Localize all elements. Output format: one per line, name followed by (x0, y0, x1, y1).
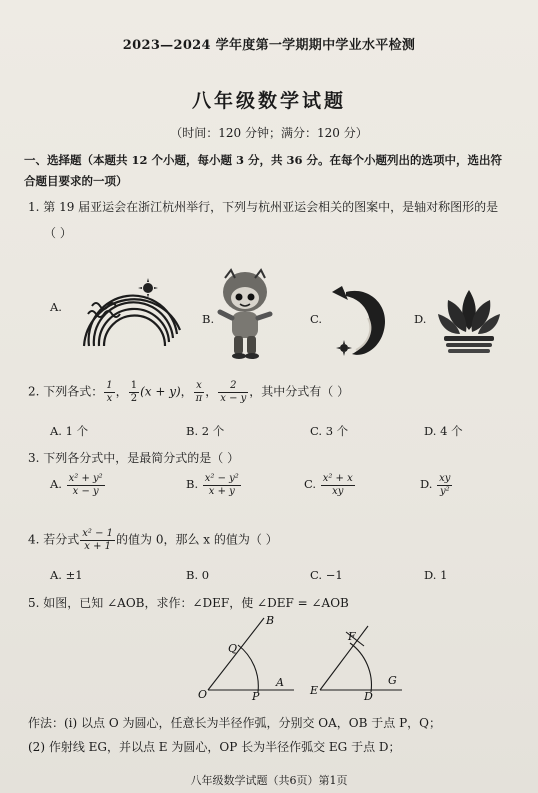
question-suffix: 的值为 0，那么 x 的值为（ ） (116, 532, 278, 547)
label-b: B (266, 614, 275, 627)
lotus-flower-icon (436, 286, 502, 358)
section-heading-cont: 合题目要求的一项） (24, 174, 128, 188)
q1-option-c-label: C. (310, 312, 323, 326)
fraction (104, 380, 114, 404)
q5-method-step-2: (2) 作射线 EG，并以点 E 为圆心，OP 长为半径作弧交 EG 于点 D； (28, 740, 401, 754)
denominator: π (195, 392, 203, 404)
q1-option-a-label: A. (50, 300, 62, 314)
label-g: G (388, 674, 397, 687)
question-text: 若分式 (43, 532, 80, 547)
numerator: x (194, 380, 205, 393)
q2-option-d: D. 4 个 (424, 424, 463, 438)
rainbow-sun-emblem-icon (78, 276, 188, 355)
question-1-answer-bracket: （ ） (44, 226, 72, 240)
question-4 (28, 528, 278, 552)
numerator: x² + x (322, 473, 353, 484)
denominator: y² (439, 485, 450, 497)
option-label: A. (50, 477, 62, 491)
question-1 (28, 198, 498, 215)
label-q: Q (228, 642, 238, 655)
q3-option-c (304, 473, 356, 497)
question-number: 1. (28, 200, 40, 214)
page-footer: 八年级数学试题（共6页）第1页 (190, 774, 348, 787)
denominator: 2 (130, 392, 138, 404)
question-number: 5. (28, 596, 40, 610)
question-text: 下列各式： (43, 384, 104, 399)
question-number: 3. (28, 451, 40, 465)
q4-option-c: C. −1 (310, 568, 343, 582)
option-label: C. (304, 477, 317, 491)
q3-option-d (420, 473, 453, 497)
fraction (80, 528, 115, 552)
numerator: 1 (106, 380, 113, 391)
exam-meta: （时间：120 分钟；满分：120 分） (170, 126, 368, 140)
label-a: A (276, 676, 284, 689)
separator: ， (205, 384, 218, 399)
fraction (129, 380, 139, 404)
label-d: D (364, 690, 373, 703)
label-f: F (348, 630, 356, 643)
fraction (321, 473, 355, 497)
label-p: P (252, 690, 260, 703)
fraction (67, 473, 105, 497)
option-label: B. (186, 477, 199, 491)
q2-option-c: C. 3 个 (310, 424, 349, 438)
question-text: 下列各分式中，是最简分式的是（ ） (43, 451, 240, 465)
q4-option-a: A. ±1 (50, 568, 83, 582)
expression: (x + y) (140, 384, 181, 399)
label-o: O (198, 688, 208, 701)
q2-option-a: A. 1 个 (50, 424, 89, 438)
denominator: x + 1 (84, 540, 112, 552)
fraction (194, 380, 205, 404)
fraction (203, 473, 241, 497)
question-suffix: ，其中分式有（ ） (249, 384, 350, 399)
denominator: x + y (208, 485, 235, 497)
question-number: 4. (28, 532, 40, 547)
question-3 (28, 449, 239, 466)
exam-header-line: 2023—2024 学年度第一学期期中学业水平检测 (122, 38, 416, 53)
dolphin-arc-icon (328, 270, 400, 366)
numerator: x² + y² (68, 473, 103, 484)
separator: ， (180, 384, 193, 399)
denominator: x (106, 392, 113, 404)
page-title: 八年级数学试题 (191, 90, 346, 112)
angle-construction-figure (196, 614, 416, 708)
denominator: x − y (220, 392, 247, 404)
numerator: x² − 1 (82, 528, 114, 539)
question-2 (28, 380, 349, 404)
q5-method-step-1: 作法：(ⅰ) 以点 O 为圆心，任意长为半径作弧，分别交 OA，OB 于点 P，Q； (28, 716, 442, 730)
fraction (218, 380, 248, 404)
numerator: x² − y² (204, 473, 239, 484)
numerator: xy (439, 473, 451, 484)
question-text: 如图，已知 ∠AOB，求作：∠DEF，使 ∠DEF = ∠AOB (43, 596, 349, 610)
label-e: E (310, 684, 319, 697)
q3-option-a (50, 473, 106, 497)
q3-option-b (186, 473, 242, 497)
q4-option-b: B. 0 (186, 568, 210, 582)
denominator: xy (332, 485, 344, 497)
question-5 (28, 594, 349, 611)
separator: ， (115, 384, 128, 399)
numerator: 1 (130, 380, 138, 391)
q1-option-d-label: D. (414, 312, 427, 326)
mascot-figure-icon (215, 268, 275, 364)
q4-option-d: D. 1 (424, 568, 448, 582)
question-number: 2. (28, 384, 40, 399)
q2-option-b: B. 2 个 (186, 424, 225, 438)
fraction (437, 473, 452, 497)
numerator: 2 (218, 380, 248, 393)
question-text: 第 19 届亚运会在浙江杭州举行，下列与杭州亚运会相关的图案中，是轴对称图形的是 (43, 200, 499, 214)
denominator: x − y (72, 485, 99, 497)
q1-option-b-label: B. (202, 312, 215, 326)
section-heading: 一、选择题（本题共 12 个小题，每小题 3 分，共 36 分。在每个小题列出的选项中，选出符 (24, 153, 503, 167)
option-label: D. (420, 477, 433, 491)
